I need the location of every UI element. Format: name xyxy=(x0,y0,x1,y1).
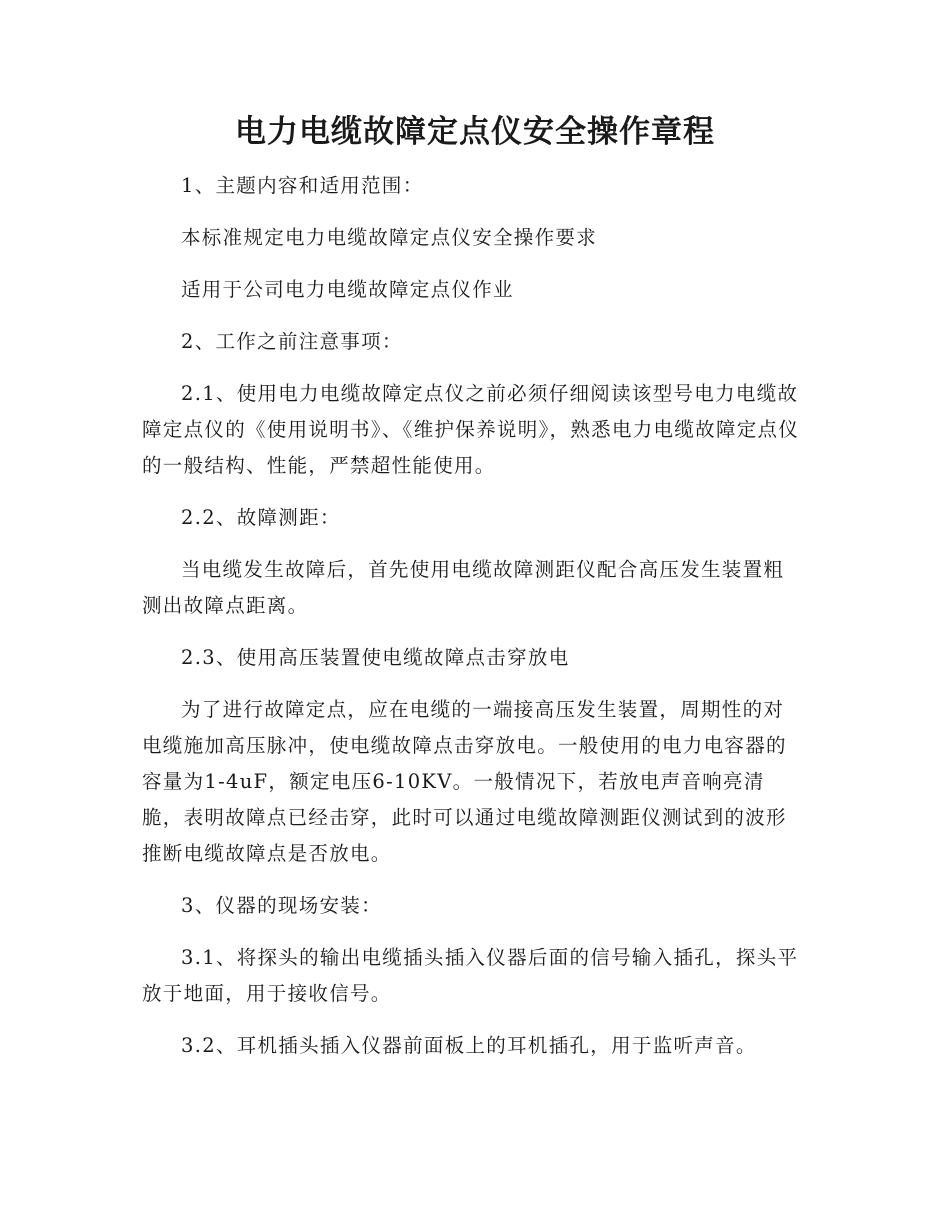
paragraph: 2.1、使用电力电缆故障定点仪之前必须仔细阅读该型号电力电缆故障定点仪的《使用说明书》、《维护保养说明》，熟悉电力电缆故障定点仪的一般结构、性能，严禁超性能使用。 xyxy=(142,382,800,477)
paragraph: 当电缆发生故障后，首先使用电缆故障测距仪配合高压发生装置粗测出故障点距离。 xyxy=(142,558,785,617)
paragraph: 为了进行故障定点，应在电缆的一端接高压发生装置，周期性的对电缆施加高压脉冲，使电缆故障点击穿放电。一般使用的电力电容器的容量为1-4uF，额定电压6-10KV。一般情况下，若放电声音响亮清脆，表明故障点已经击穿，此时可以通过电缆故障测距仪测试到的波形推断电缆故障点是否放电。 xyxy=(142,698,787,865)
section-1-heading: 1、主题内容和适用范围： xyxy=(181,174,424,197)
paragraph: 3.1、将探头的输出电缆插头插入仪器后面的信号输入插孔，探头平放于地面，用于接收信号。 xyxy=(142,946,799,1005)
paragraph: 适用于公司电力电缆故障定点仪作业 xyxy=(181,278,514,301)
document-body xyxy=(142,168,802,1080)
section-3-heading: 3、仪器的现场安装： xyxy=(181,894,382,917)
document-title: 电力电缆故障定点仪安全操作章程 xyxy=(235,114,715,150)
section-2-heading: 2、工作之前注意事项： xyxy=(181,330,403,353)
subsection-heading: 2.3、使用高压装置使电缆故障点击穿放电 xyxy=(181,646,570,669)
paragraph: 3.2、耳机插头插入仪器前面板上的耳机插孔，用于监听声音。 xyxy=(181,1034,757,1057)
paragraph: 本标准规定电力电缆故障定点仪安全操作要求 xyxy=(181,226,598,249)
subsection-heading: 2.2、故障测距： xyxy=(181,506,341,529)
